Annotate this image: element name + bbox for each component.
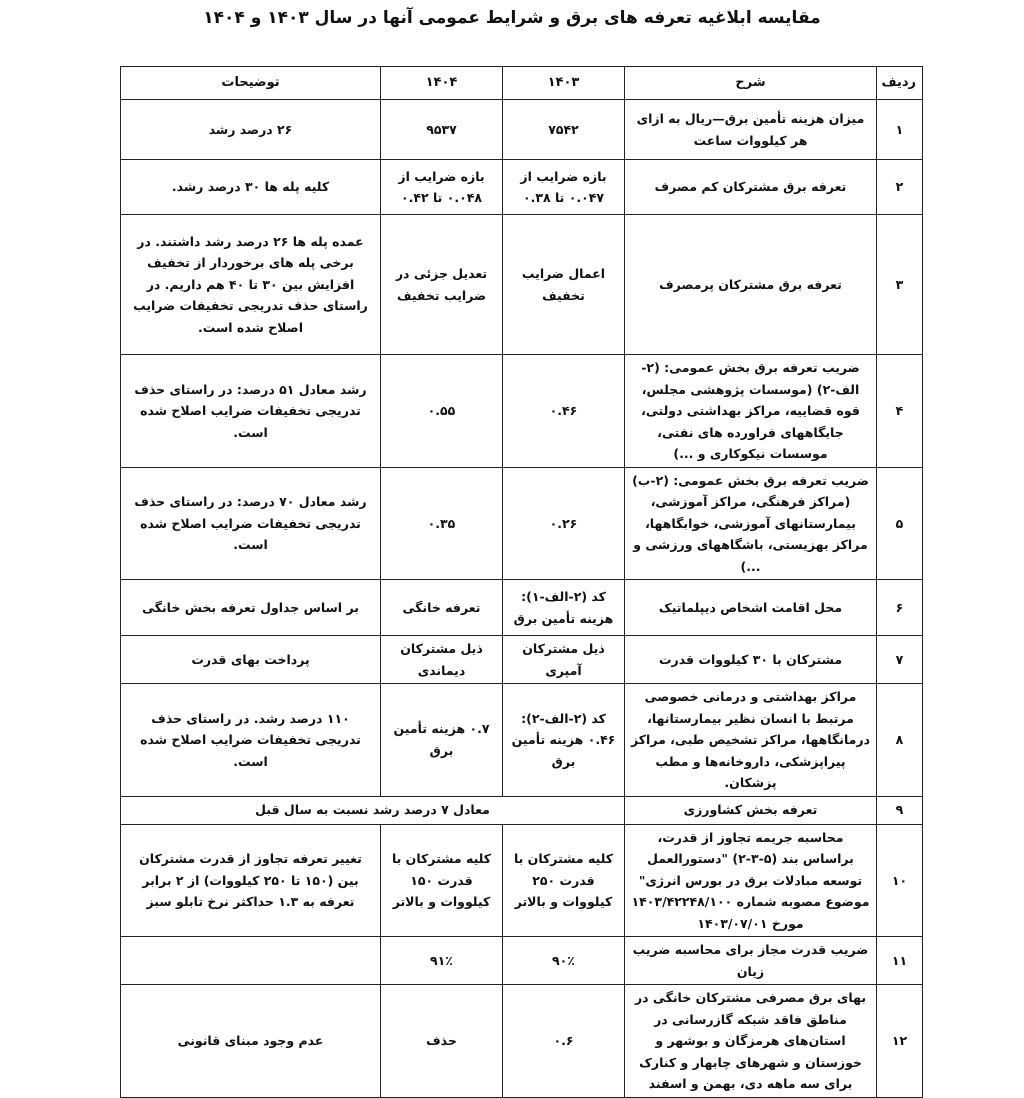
row-description: محل اقامت اشخاص دیپلماتیک [625, 580, 877, 636]
header-1404: ۱۴۰۴ [381, 67, 503, 100]
header-1403: ۱۴۰۳ [503, 67, 625, 100]
row-description: ضریب تعرفه برق بخش عمومی: (۲-الف-۲) (موسسات پژوهشی مجلس، قوه قضاییه، مراکز بهداشتی دولتی، جایگاههای فراورده های نفتی، موسسات نیکوکاری و ...) [625, 355, 877, 468]
row-value-1403: ذیل مشترکان آمپری [503, 636, 625, 684]
table-row [121, 636, 923, 684]
header-notes: توضیحات [121, 67, 381, 100]
table-row [121, 985, 923, 1098]
table-row [121, 824, 923, 937]
header-row-number: ردیف [877, 67, 923, 100]
row-number: ۴ [877, 355, 923, 468]
row-value-1404: ۹۱٪ [381, 937, 503, 985]
table-row [121, 684, 923, 797]
row-notes: عمده پله ها ۲۶ درصد رشد داشتند. در برخی پله های برخوردار از تخفیف افزایش بین ۳۰ تا ۴۰ هم داریم. در راستای حذف تدریجی تخفیفات ضرایب اصلاح شده است. [121, 215, 381, 355]
row-value-1404: تعرفه خانگی [381, 580, 503, 636]
row-number: ۱۱ [877, 937, 923, 985]
row-notes: عدم وجود مبنای قانونی [121, 985, 381, 1098]
row-value-1403: ۹۰٪ [503, 937, 625, 985]
row-number: ۱۰ [877, 824, 923, 937]
document-title: مقایسه ابلاغیه تعرفه های برق و شرایط عمومی آنها در سال ۱۴۰۳ و ۱۴۰۴ [203, 8, 821, 28]
row-value-1404: تعدیل جزئی در ضرایب تخفیف [381, 215, 503, 355]
row-number: ۲ [877, 160, 923, 215]
table-row [121, 467, 923, 580]
row-number: ۸ [877, 684, 923, 797]
table-row [121, 160, 923, 215]
row-notes: پرداخت بهای قدرت [121, 636, 381, 684]
header-description: شرح [625, 67, 877, 100]
row-value-1403: کد (۲-الف-۱): هزینه تأمین برق [503, 580, 625, 636]
row-notes: کلیه پله ها ۳۰ درصد رشد. [121, 160, 381, 215]
row-description: محاسبه جریمه تجاوز از قدرت، براساس بند (۵-۳-۲) "دستورالعمل توسعه مبادلات برق در بورس انرژی" موضوع مصوبه شماره ۱۴۰۳/۴۲۲۴۸/۱۰۰ مورخ ۱۴۰۳/۰۷/۰۱ [625, 824, 877, 937]
row-notes [121, 937, 381, 985]
row-merged-value: معادل ۷ درصد رشد نسبت به سال قبل [121, 796, 625, 824]
row-notes: بر اساس جداول تعرفه بخش خانگی [121, 580, 381, 636]
tariff-comparison-table [120, 66, 923, 1098]
row-notes: رشد معادل ۷۰ درصد: در راستای حذف تدریجی تخفیفات ضرایب اصلاح شده است. [121, 467, 381, 580]
row-value-1404: ۰.۳۵ [381, 467, 503, 580]
row-value-1404: ۹۵۳۷ [381, 100, 503, 160]
row-value-1403: ۰.۲۶ [503, 467, 625, 580]
row-value-1403: بازه ضرایب از ۰.۰۴۷ تا ۰.۳۸ [503, 160, 625, 215]
row-value-1403: اعمال ضرایب تخفیف [503, 215, 625, 355]
table-row [121, 937, 923, 985]
row-description: ضریب قدرت مجاز برای محاسبه ضریب زیان [625, 937, 877, 985]
row-notes: ۱۱۰ درصد رشد. در راستای حذف تدریجی تخفیفات ضرایب اصلاح شده است. [121, 684, 381, 797]
row-value-1403: کد (۲-الف-۲): ۰.۴۶ هزینه تأمین برق [503, 684, 625, 797]
table-header-row [121, 67, 923, 100]
row-description: میزان هزینه تأمین برق—ریال به ازای هر کیلووات ساعت [625, 100, 877, 160]
row-number: ۵ [877, 467, 923, 580]
row-value-1404: ذیل مشترکان دیماندی [381, 636, 503, 684]
row-description: تعرفه برق مشترکان پرمصرف [625, 215, 877, 355]
row-number: ۱ [877, 100, 923, 160]
row-value-1404: ۰.۷ هزینه تأمین برق [381, 684, 503, 797]
row-value-1403: ۰.۴۶ [503, 355, 625, 468]
row-description: تعرفه بخش کشاورزی [625, 796, 877, 824]
row-number: ۱۲ [877, 985, 923, 1098]
row-number: ۳ [877, 215, 923, 355]
row-value-1404: بازه ضرایب از ۰.۰۴۸ تا ۰.۴۲ [381, 160, 503, 215]
row-description: مراکز بهداشتی و درمانی خصوصی مرتبط با انسان نظیر بیمارستانها، درمانگاهها، مراکز تشخیص طبی، مراکز پیراپزشکی، داروخانه‌ها و مطب پزشکان. [625, 684, 877, 797]
row-value-1404: کلیه مشترکان با قدرت ۱۵۰ کیلووات و بالاتر [381, 824, 503, 937]
row-description: بهای برق مصرفی مشترکان خانگی در مناطق فاقد شبکه گازرسانی در استان‌های هرمزگان و بوشهر و خوزستان و شهرهای چابهار و کنارک برای سه ماهه دی، بهمن و اسفند [625, 985, 877, 1098]
row-value-1403: کلیه مشترکان با قدرت ۲۵۰ کیلووات و بالاتر [503, 824, 625, 937]
row-description: مشترکان با ۳۰ کیلووات قدرت [625, 636, 877, 684]
row-value-1403: ۷۵۴۲ [503, 100, 625, 160]
table-row [121, 355, 923, 468]
row-number: ۷ [877, 636, 923, 684]
table-row [121, 100, 923, 160]
table-row [121, 580, 923, 636]
table-row [121, 796, 923, 824]
row-value-1403: ۰.۶ [503, 985, 625, 1098]
row-description: تعرفه برق مشترکان کم مصرف [625, 160, 877, 215]
row-number: ۶ [877, 580, 923, 636]
table-row [121, 215, 923, 355]
row-value-1404: ۰.۵۵ [381, 355, 503, 468]
row-value-1404: حذف [381, 985, 503, 1098]
row-notes: ۲۶ درصد رشد [121, 100, 381, 160]
row-description: ضریب تعرفه برق بخش عمومی: (۲-ب) (مراکز فرهنگی، مراکز آموزشی، بیمارستانهای آموزشی، خوابگاهها، مراکز بهزیستی، باشگاههای ورزشی و ...) [625, 467, 877, 580]
row-notes: رشد معادل ۵۱ درصد: در راستای حذف تدریجی تخفیفات ضرایب اصلاح شده است. [121, 355, 381, 468]
row-notes: تغییر تعرفه تجاوز از قدرت مشترکان بین (۱۵۰ تا ۲۵۰ کیلووات) از ۲ برابر تعرفه به ۱.۳ حداکثر نرخ تابلو سبز [121, 824, 381, 937]
row-number: ۹ [877, 796, 923, 824]
